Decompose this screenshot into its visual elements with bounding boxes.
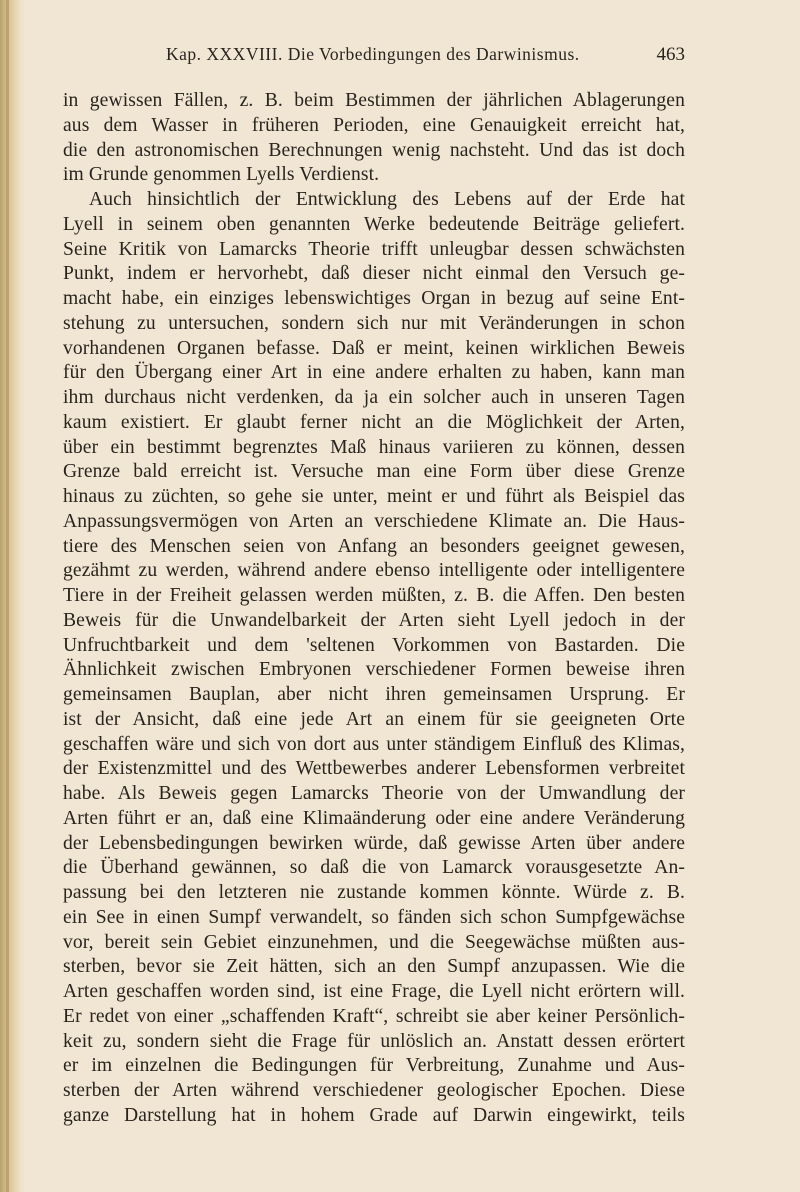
text-line: Beweis für die Unwandelbarkeit der Arten sieht Lyell jedoch in der (63, 609, 685, 631)
text-line: er im einzelnen die Bedingungen für Verbreitung, Zunahme und Aus- (63, 1055, 685, 1077)
text-line: die den astronomischen Berechnungen wenig nachsteht. Und das ist doch (63, 139, 685, 161)
text-line: Ähnlichkeit zwischen Embryonen verschiedener Formen beweise ihren (63, 659, 685, 681)
running-title: Kap. XXXVIII. Die Vorbedingungen des Darwinismus. (166, 44, 580, 64)
text-line: vorhandenen Organen befasse. Daß er meint, keinen wirklichen Beweis (63, 337, 685, 359)
text-line: Tiere in der Freiheit gelassen werden müßten, z. B. die Affen. Den besten (63, 585, 685, 606)
text-line: ihm durchaus nicht verdenken, da ja ein solcher auch in unseren Tagen (63, 387, 685, 408)
binding-edge (6, 0, 9, 1192)
text-line: Seine Kritik von Lamarcks Theorie trifft unleugbar dessen schwächsten (63, 238, 685, 260)
text-line: stehung zu untersuchen, sondern sich nur mit Veränderungen in schon (63, 312, 685, 334)
text-line: tiere des Menschen seien von Anfang an besonders geeignet gewesen, (63, 535, 685, 557)
text-line: ein See in einen Sumpf verwandelt, so fänden sich schon Sumpfgewächse (63, 906, 685, 928)
text-line: aus dem Wasser in früheren Perioden, eine Genauigkeit erreicht hat, (63, 114, 685, 136)
text-line: für den Übergang einer Art in eine andere erhalten zu haben, kann man (63, 362, 685, 384)
text-line: macht habe, ein einziges lebenswichtiges Organ in bezug auf seine Ent- (63, 288, 685, 309)
text-line: über ein bestimmt begrenztes Maß hinaus variieren zu können, dessen (63, 436, 685, 458)
text-line: kaum existiert. Er glaubt ferner nicht an die Möglichkeit der Arten, (63, 411, 685, 433)
page-header (150, 44, 685, 72)
text-line: ganze Darstellung hat in hohem Grade auf Darwin eingewirkt, teils (63, 1104, 685, 1126)
text-line: die Überhand gewännen, so daß die von Lamarck vorausgesetzte An- (63, 857, 685, 879)
text-line: gemeinsamen Bauplan, aber nicht ihren gemeinsamen Ursprung. Er (63, 684, 685, 705)
page-number: 463 (656, 44, 685, 65)
text-line: im Grunde genommen Lyells Verdienst. (63, 164, 380, 186)
text-line: vor, bereit sein Gebiet einzunehmen, und die Seegewächse müßten aus- (63, 931, 685, 953)
text-line: Punkt, indem er hervorhebt, daß dieser nicht einmal den Versuch ge- (63, 263, 685, 285)
text-line: geschaffen wäre und sich von dort aus unter ständigem Einfluß des Klimas, (63, 733, 685, 755)
text-line: der Lebensbedingungen bewirken würde, daß gewisse Arten über andere (63, 832, 685, 854)
text-line: Arten geschaffen worden sind, ist eine Frage, die Lyell nicht erörtern will. (63, 981, 685, 1002)
text-line: Anpassungsvermögen von Arten an verschiedene Klimate an. Die Haus- (63, 510, 685, 532)
text-line: Lyell in seinem oben genannten Werke bedeutende Beiträge geliefert. (63, 213, 685, 235)
text-line: hinaus zu züchten, so gehe sie unter, meint er und führt als Beispiel das (63, 486, 685, 507)
body-text (63, 89, 685, 1129)
text-line: der Existenzmittel und des Wettbewerbes anderer Lebensformen verbreitet (63, 758, 685, 780)
text-line: Unfruchtbarkeit und dem 'seltenen Vorkommen von Bastarden. Die (63, 634, 685, 656)
text-line: in gewissen Fällen, z. B. beim Bestimmen der jährlichen Ablagerungen (63, 90, 685, 111)
text-line: Arten führt er an, daß eine Klimaänderung oder eine andere Veränderung (63, 807, 685, 829)
text-line: habe. Als Beweis gegen Lamarcks Theorie von der Umwandlung der (63, 783, 685, 804)
text-line: passung bei den letzteren nie zustande kommen könnte. Würde z. B. (63, 882, 685, 903)
text-line: Grenze bald erreicht ist. Versuche man eine Form über diese Grenze (63, 461, 685, 483)
text-line: sterben, bevor sie Zeit hätten, sich an den Sumpf anzupassen. Wie die (63, 956, 685, 978)
text-line: Er redet von einer „schaffenden Kraft“, schreibt sie aber keiner Persönlich- (63, 1005, 685, 1027)
text-line: sterben der Arten während verschiedener geologischer Epochen. Diese (63, 1080, 685, 1101)
text-line: ist der Ansicht, daß eine jede Art an einem für sie geeigneten Orte (63, 708, 685, 730)
text-line: keit zu, sondern sieht die Frage für unlöslich an. Anstatt dessen erörtert (63, 1030, 685, 1052)
book-binding-shadow (0, 0, 26, 1192)
text-line: gezähmt zu werden, während andere ebenso intelligente oder intelligentere (63, 560, 685, 582)
text-line: Auch hinsichtlich der Entwicklung des Lebens auf der Erde hat (89, 189, 685, 210)
